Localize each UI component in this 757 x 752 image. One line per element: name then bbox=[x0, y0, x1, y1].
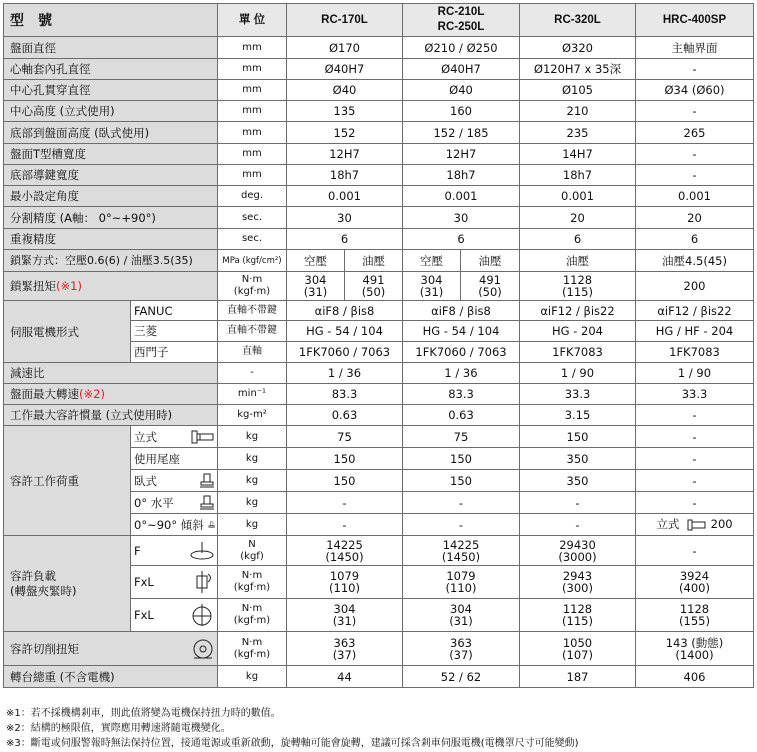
header-row bbox=[4, 4, 754, 37]
row-center-hole: 中心孔貫穿直徑 mm Ø40 Ø40 Ø105 Ø34 (Ø60) bbox=[4, 80, 754, 101]
header-item: 型 號 bbox=[4, 4, 218, 37]
row-servo-siemens: 西門子 直軸 1FK7060 / 7063 1FK7060 / 7063 1FK7083 1FK7083 bbox=[4, 342, 754, 363]
row-allow-f: 容許負載 (轉盤夾緊時) F N (kgf) 14225 (1450) 14225 (1450) 29430 (3000) - bbox=[4, 536, 754, 566]
row-center-bore: 心軸套內孔直徑 mm Ø40H7 Ø40H7 Ø120H7 x 35深 - bbox=[4, 59, 754, 80]
header-model-2: RC-210L RC-250L bbox=[403, 4, 520, 37]
row-base-to-plate: 底部到盤面高度 (臥式使用) mm 152 152 / 185 235 265 bbox=[4, 122, 754, 144]
row-load-tailstock: 使用尾座 kg 150 150 350 - bbox=[4, 448, 754, 470]
spec-table bbox=[3, 3, 754, 688]
vertical-mount-small-icon bbox=[687, 519, 707, 531]
row-allow-fxl-2: FxL N·m (kgf·m) 304 (31) 304 (31) 1128 (115) 1128 (155) bbox=[4, 599, 754, 632]
axial-force-icon bbox=[189, 541, 215, 561]
note-ref-2: (※2) bbox=[79, 387, 105, 401]
moment-load-icon bbox=[189, 570, 215, 594]
row-weight: 轉台總重 (不含電機) kg 44 52 / 62 187 406 bbox=[4, 666, 754, 688]
row-load-horizontal: 臥式 kg 150 150 350 - bbox=[4, 470, 754, 492]
header-model-3: RC-320L bbox=[520, 4, 636, 37]
note-ref-1: (※1) bbox=[56, 279, 82, 293]
row-servo-fanuc: 伺服電機形式 FANUC 直軸不帶鍵 αiF8 / βis8 αiF8 / βis8 αiF12 / βis22 αiF12 / βis22 bbox=[4, 301, 754, 321]
row-load-tilt: 0°~90° 傾斜 kg - - - 立式 200 bbox=[4, 514, 754, 536]
row-plate-dia: 盤面直徑 mm Ø170 Ø210 / Ø250 Ø320 主軸界面 bbox=[4, 37, 754, 59]
row-key-width: 底部導鍵寬度 mm 18h7 18h7 18h7 - bbox=[4, 165, 754, 186]
row-div-accuracy: 分割精度 (A軸： 0°~+90°) sec. 30 30 20 20 bbox=[4, 207, 754, 229]
row-load-level: 0° 水平 kg - - - - bbox=[4, 492, 754, 514]
vertical-mount-icon bbox=[191, 430, 215, 444]
row-inertia: 工作最大容許慣量 (立式使用時) kg-m² 0.63 0.63 3.15 - bbox=[4, 405, 754, 426]
row-min-angle: 最小設定角度 deg. 0.001 0.001 0.001 0.001 bbox=[4, 186, 754, 207]
row-reduction: 減速比 - 1 / 36 1 / 36 1 / 90 1 / 90 bbox=[4, 363, 754, 384]
row-cut-torque: 容許切削扭矩 N·m (kgf·m) 363 (37) 363 (37) 1050 (107) 143 (動態) (1400) bbox=[4, 632, 754, 666]
footnote-3: ※3：斷電或伺服警報時無法保持位置，接通電源或重新啟動，旋轉軸可能會旋轉，建議可採含剎車伺服電機(電機罩尺寸可能變動) bbox=[6, 738, 579, 749]
tilting-moment-icon bbox=[189, 603, 215, 627]
horizontal-mount-icon bbox=[199, 473, 215, 489]
row-clamp-torque: 鎖緊扭矩(※1) N·m (kgf·m) 304 (31) 491 (50) 304 (31) 491 (50) 1128 (115) 200 bbox=[4, 272, 754, 301]
cutting-torque-icon bbox=[191, 637, 215, 661]
row-load-vertical: 容許工作荷重 立式 kg 75 75 150 - bbox=[4, 426, 754, 448]
footnote-1: ※1：若不採機構剎車，則此值將變為電機保持扭力時的數值。 bbox=[6, 708, 281, 719]
row-repeat: 重複精度 sec. 6 6 6 6 bbox=[4, 229, 754, 250]
row-clamp: 鎖緊方式：空壓0.6(6) / 油壓3.5(35) MPa (kgf/cm²) 空壓 油壓 空壓 油壓 油壓 油壓4.5(45) bbox=[4, 250, 754, 272]
row-allow-fxl-1: FxL N·m (kgf·m) 1079 (110) 1079 (110) 2943 (300) 3924 (400) bbox=[4, 566, 754, 599]
footnote-2: ※2：結構的極限值，實際應用轉速將隨電機變化。 bbox=[6, 723, 231, 734]
row-t-slot: 盤面T型槽寬度 mm 12H7 12H7 14H7 - bbox=[4, 144, 754, 165]
header-model-1: RC-170L bbox=[287, 4, 403, 37]
header-model-4: HRC-400SP bbox=[636, 4, 754, 37]
row-max-speed: 盤面最大轉速(※2) min⁻¹ 83.3 83.3 33.3 33.3 bbox=[4, 384, 754, 405]
row-servo-mitsubishi: 三菱 直軸不帶鍵 HG - 54 / 104 HG - 54 / 104 HG - 204 HG / HF - 204 bbox=[4, 321, 754, 342]
tilt-mount-icon bbox=[208, 517, 215, 533]
footnotes bbox=[6, 706, 751, 751]
row-center-height: 中心高度 (立式使用) mm 135 160 210 - bbox=[4, 101, 754, 122]
level-mount-icon bbox=[199, 495, 215, 511]
header-unit: 單 位 bbox=[218, 4, 287, 37]
